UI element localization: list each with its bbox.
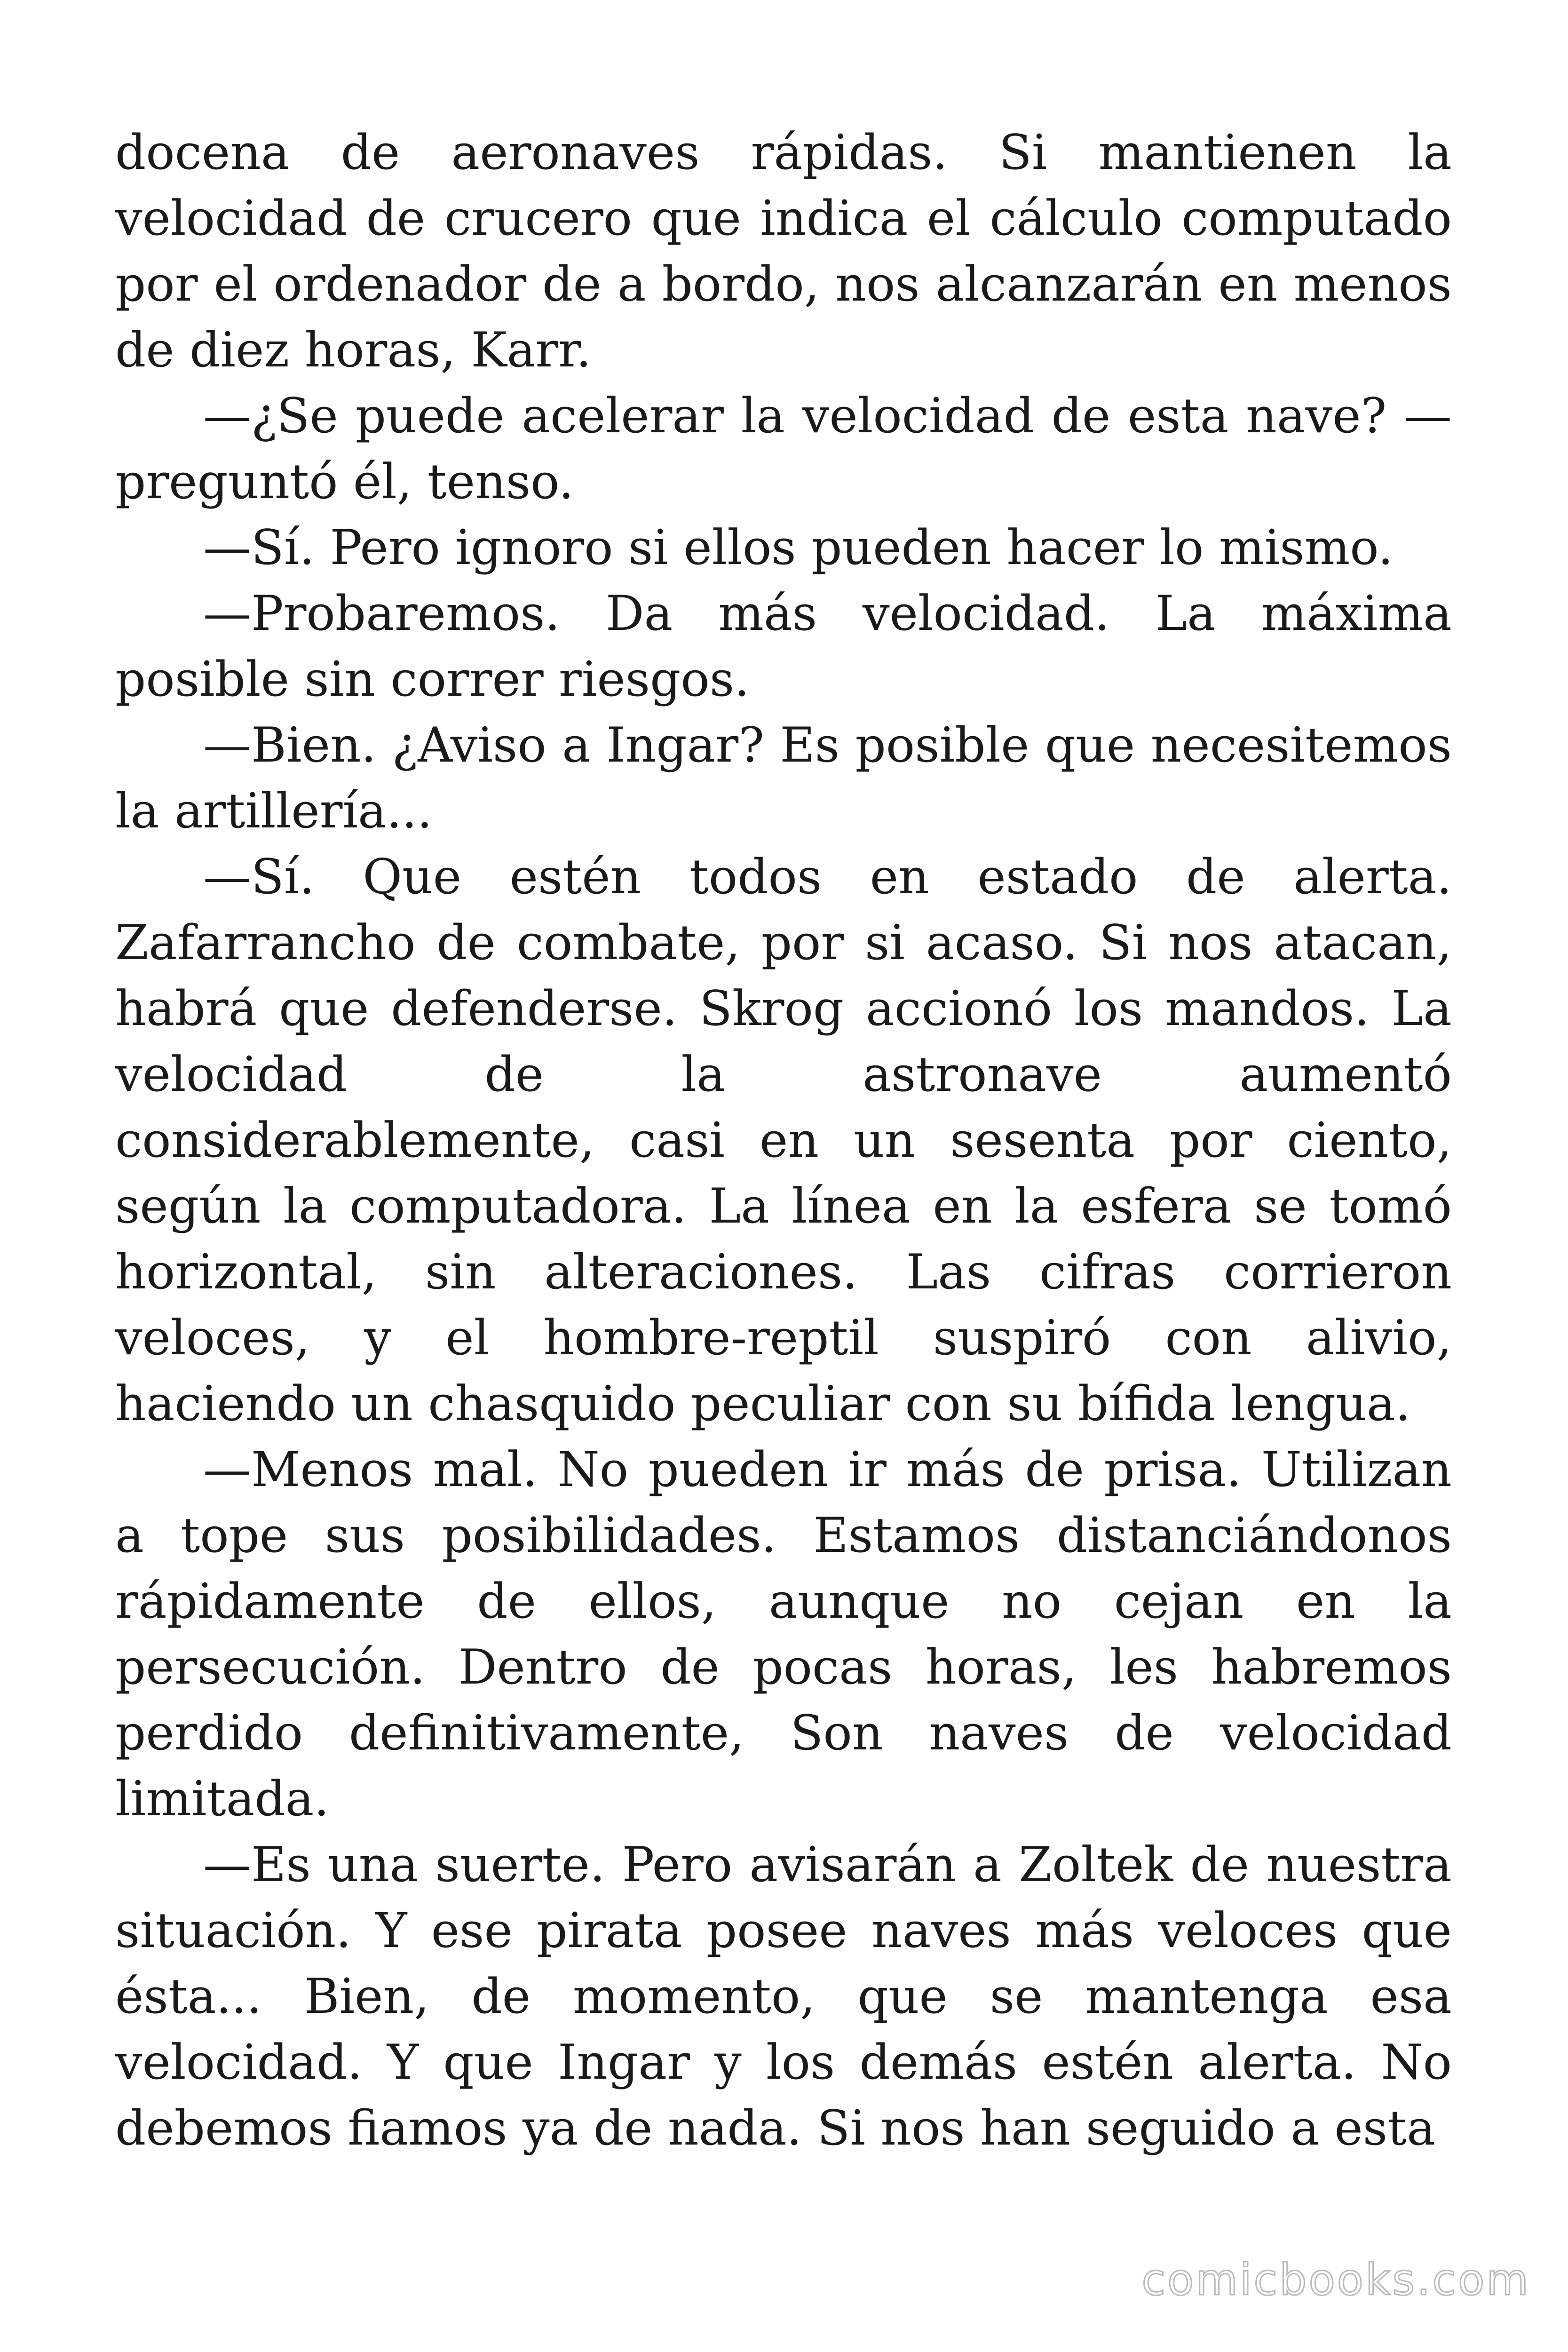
paragraph-dialogue: —Es una suerte. Pero avisarán a Zoltek de nuestra situación. Y ese pirata posee naves más veloces que ésta... Bien, de momento, que se mantenga esa velocidad. Y que Ingar y los demás estén alerta. No debemos fiamos ya de nada. Si nos han seguido a esta bbox=[115, 1837, 1452, 2156]
paragraph-dialogue: —Bien. ¿Aviso a Ingar? Es posible que necesitemos la artillería... bbox=[115, 717, 1452, 839]
paragraph-dialogue: —Probaremos. Da más velocidad. La máxima posible sin correr riesgos. bbox=[115, 586, 1452, 707]
paragraph-dialogue: —Menos mal. No pueden ir más de prisa. Utilizan a tope sus posibilidades. Estamos distanciándonos rápidamente de ellos, aunque no cejan en la persecución. Dentro de pocas horas, les habremos perdido definitivamente, Son naves de velocidad limitada. bbox=[115, 1442, 1452, 1827]
paragraph-dialogue: —Sí. Que estén todos en estado de alerta. Zafarrancho de combate, por si acaso. Si nos atacan, habrá que defenderse. Skrog accionó los mandos. La velocidad de la astronave aumentó considerablemente, casi en un sesenta por ciento, según la computadora. La línea en la esfera se tomó horizontal, sin alteraciones. Las cifras corrieron veloces, y el hombre-reptil suspiró con alivio, haciendo un chasquido peculiar con su bífida lengua. bbox=[115, 849, 1452, 1432]
watermark-text: comicbooks.com bbox=[1141, 2255, 1530, 2305]
paragraph-dialogue: —Sí. Pero ignoro si ellos pueden hacer lo mismo. bbox=[203, 520, 1394, 576]
book-page-body bbox=[115, 120, 1452, 2161]
paragraph-dialogue: —¿Se puede acelerar la velocidad de esta nave? —preguntó él, tenso. bbox=[115, 388, 1452, 510]
paragraph-continuation: docena de aeronaves rápidas. Si mantienen la velocidad de crucero que indica el cálculo computado por el ordenador de a bordo, nos alcanzarán en menos de diez horas, Karr. bbox=[115, 125, 1452, 378]
